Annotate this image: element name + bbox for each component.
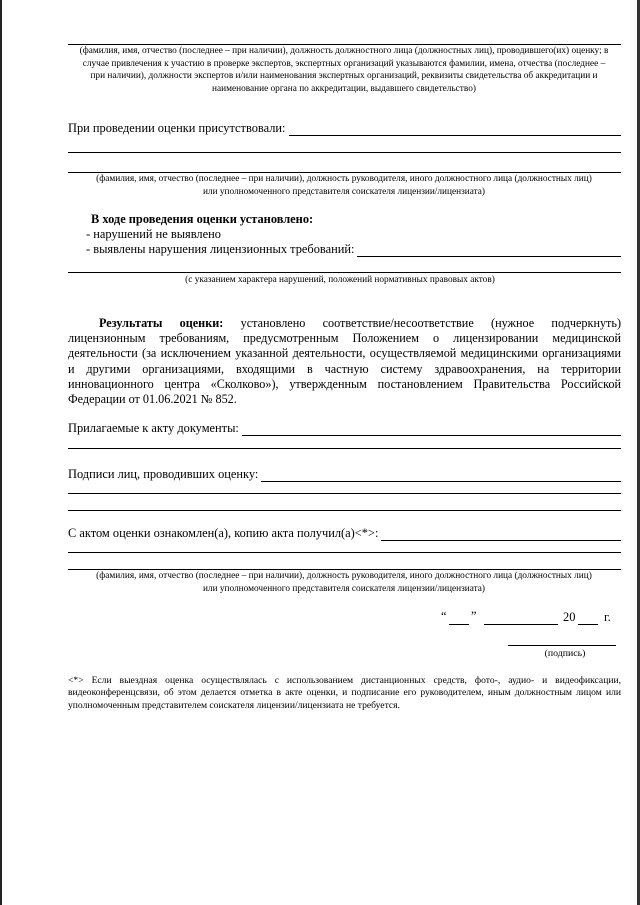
date-day-fill[interactable]	[449, 624, 469, 625]
acquainted-fill-line-2[interactable]	[68, 552, 621, 553]
acquainted-row	[68, 526, 621, 541]
present-fill-line[interactable]	[289, 124, 622, 136]
acquainted-fill-line[interactable]	[381, 529, 621, 541]
acquainted-caption: (фамилия, имя, отчество (последнее – при наличии), должность руководителя, иного должностного лица (должностных лиц) или уполномоченного представителя соискателя лицензии/лицензиата)	[96, 571, 592, 594]
attached-label: Прилагаемые к акту документы:	[68, 421, 239, 435]
signature-caption: (подпись)	[544, 648, 586, 659]
signature-fill-line[interactable]	[508, 645, 616, 646]
scan-edge-left	[0, 0, 2, 905]
signatures-fill-line-2[interactable]	[68, 493, 621, 494]
signatures-row	[68, 467, 621, 482]
results-text: установлено соответствие/несоответствие (нужное подчеркнуть) лицензионным требованиям, предусмотренным Положением о лицензировании медицинской деятельности (за исключением указанной деятельности, осуществляемой медицинскими организациями и другими организациями, входящими в частную систему здравоохранения, на территории инновационного центра «Сколково»), утвержденным постановлением Правительства Российской Федерации от 01.06.2021 № 852.	[68, 316, 622, 407]
signatures-label: Подписи лиц, проводивших оценку:	[68, 467, 259, 481]
footnote: <*> Если выездная оценка осуществлялась с использованием дистанционных средств, фото-, аудио- и видеофиксации, видеоконференцсвязи, об этом делается отметка в акте оценки, и подписание его руководителем, иным должностным лицом или уполномоченным представителем соискателя лицензии/лицензиата не требуется.	[68, 675, 621, 711]
attached-row	[68, 421, 621, 436]
violations-row	[86, 242, 621, 257]
violations-label: - выявлены нарушения лицензионных требований:	[86, 242, 355, 256]
present-label: При проведении оценки присутствовали:	[68, 121, 286, 135]
signatures-fill-line-3[interactable]	[68, 510, 621, 511]
findings-heading: В ходе проведения оценки установлено:	[91, 212, 314, 226]
inspector-caption: (фамилия, имя, отчество (последнее – при наличии), должность должностного лица (должностных лиц), проводившего(их) оценку; в случае привлечения к участию в проверке экспертов, экспертных организаций указываются фамилии, имена, отчества (последнее – при наличии), должности экспертов и/или наименования экспертных организаций, реквизиты свидетельства об аккредитации и наименование органа по аккредитации, выдавшего свидетельство)	[79, 46, 609, 94]
violations-fill-line[interactable]	[357, 245, 621, 257]
date-open-quote: “	[441, 609, 447, 623]
violations-fill-line-2[interactable]	[68, 272, 621, 273]
date-month-fill[interactable]	[484, 624, 558, 625]
present-caption: (фамилия, имя, отчество (последнее – при наличии), должность руководителя, иного должностного лица (должностных лиц) или уполномоченного представителя соискателя лицензии/лицензиата)	[96, 174, 592, 197]
present-fill-line-2[interactable]	[68, 152, 621, 153]
signatures-fill-line[interactable]	[261, 470, 621, 482]
attached-fill-line-2[interactable]	[68, 448, 621, 449]
violations-caption: (с указанием характера нарушений, положений нормативных правовых актов)	[185, 275, 495, 285]
date-year-prefix: 20	[563, 610, 576, 624]
acquainted-label: С актом оценки ознакомлен(а), копию акта получил(а)<*>:	[68, 526, 379, 540]
no-violations-item: - нарушений не выявлено	[86, 227, 221, 241]
present-row	[68, 121, 621, 136]
date-year-fill[interactable]	[578, 624, 598, 625]
results-paragraph	[68, 316, 621, 407]
attached-fill-line[interactable]	[242, 424, 621, 436]
date-close-quote: ”	[471, 609, 477, 623]
results-lead: Результаты оценки:	[99, 316, 224, 330]
date-year-suffix: г.	[604, 610, 611, 624]
